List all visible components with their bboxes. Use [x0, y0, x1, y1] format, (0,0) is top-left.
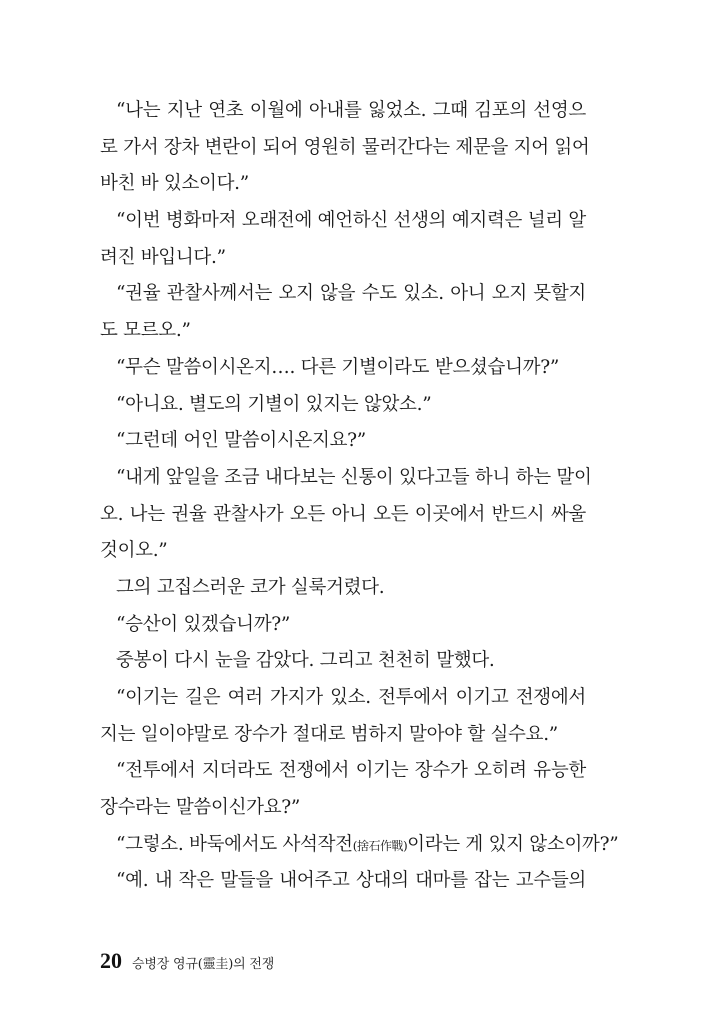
text-line-21: [100, 827, 619, 864]
page-number: 20: [100, 948, 122, 973]
text-line-15: “승산이 있겠습니까?”: [116, 613, 291, 635]
text-line-4: “이번 병화마저 오래전에 예언하신 선생의 예지력은 널리 알: [116, 210, 586, 232]
text-line-16: 중봉이 다시 눈을 감았다. 그리고 천천히 말했다.: [116, 650, 495, 672]
text-line-7: 도 모르오.”: [100, 320, 191, 342]
text-line-13: 것이오.”: [100, 540, 168, 562]
text-line-22: “예. 내 작은 말들을 내어주고 상대의 대마를 잡는 고수들의: [116, 870, 586, 892]
text-line-5: 려진 바입니다.”: [100, 246, 226, 268]
text-line-20: 장수라는 말씀이신가요?”: [100, 797, 301, 819]
text-line-6: “권율 관찰사께서는 오지 않을 수도 있소. 아니 오지 못할지: [116, 283, 586, 305]
text-line-2: 로 가서 장차 변란이 되어 영원히 물러간다는 제문을 지어 읽어: [100, 136, 590, 158]
text-line-12: 오. 나는 권율 관찰사가 오든 아니 오든 이곳에서 반드시 싸울: [100, 503, 586, 525]
text-line-8: “무슨 말씀이시온지…. 다른 기별이라도 받으셨습니까?”: [116, 356, 560, 378]
text-line-10: “그런데 어인 말씀이시온지요?”: [116, 430, 366, 452]
body-text: [100, 93, 619, 900]
text-line-17: “이기는 길은 여러 가지가 있소. 전투에서 이기고 전쟁에서: [116, 687, 586, 708]
text-line-9: “아니요. 별도의 기별이 있지는 않았소.”: [116, 393, 432, 415]
sasuk-before: “그렇소. 바둑에서도 사석작전: [116, 833, 353, 855]
text-line-1: “나는 지난 연초 이월에 아내를 잃었소. 그때 김포의 선영으: [116, 100, 586, 121]
sasuk-hanja: (捨石作戰): [352, 838, 408, 853]
text-line-19: “전투에서 지더라도 전쟁에서 이기는 장수가 오히려 유능한: [116, 760, 586, 782]
text-line-3: 바친 바 있소이다.”: [100, 173, 249, 195]
sasuk-after: 이라는 게 있지 않소이까?”: [407, 833, 619, 855]
running-title: 승병장 영규(靈圭)의 전쟁: [132, 957, 275, 972]
text-line-14: 그의 고집스러운 코가 실룩거렸다.: [116, 576, 385, 598]
text-line-11: “내게 앞일을 조금 내다보는 신통이 있다고들 하니 하는 말이: [116, 466, 592, 488]
page-footer: [100, 948, 274, 974]
text-line-18: 지는 일이야말로 장수가 절대로 범하지 말아야 할 실수요.”: [100, 723, 558, 745]
